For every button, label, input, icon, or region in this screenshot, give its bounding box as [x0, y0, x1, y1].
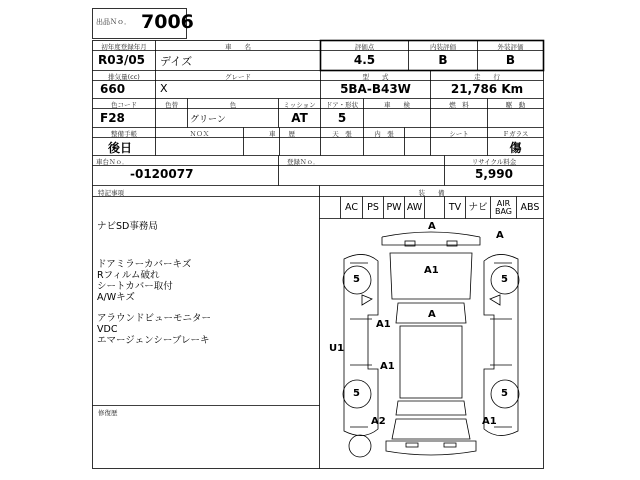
doors-label: ドア・形状 — [325, 101, 359, 109]
equip-tv: TV — [448, 202, 462, 213]
equip-navi: ナビ — [468, 202, 488, 213]
nox-label: ＮＯＸ — [189, 130, 210, 138]
fuel-label: 燃 料 — [449, 101, 469, 109]
first-registration-value: R03/05 — [98, 53, 146, 67]
interior-label: 内 張 — [374, 130, 394, 138]
manual-label: 整備手帳 — [111, 130, 137, 138]
mark-tire-rl: 5 — [353, 388, 360, 399]
exterior-score-label: 外装評価 — [497, 43, 524, 51]
mark-a-roof-right: A — [496, 230, 504, 241]
recycle-fee-value: 5,990 — [475, 167, 513, 181]
registration-no-label: 登録Ｎｏ． — [287, 158, 320, 166]
glass-label: Ｆガラス — [502, 130, 529, 138]
interior-score-value: B — [438, 53, 448, 67]
mark-a1-rear: A1 — [482, 416, 497, 427]
equipment-label: 装 備 — [418, 189, 445, 197]
mark-a-roof: A — [428, 309, 436, 320]
equip-pw: PW — [386, 202, 402, 213]
grade-label: グレード — [225, 73, 251, 81]
displacement-label: 排気量(cc) — [108, 73, 140, 81]
chassis-no-value: -0120077 — [130, 167, 194, 181]
remarks-line-9: エマージェンシーブレーキ — [97, 335, 210, 346]
color-code-value: F28 — [100, 111, 125, 125]
chassis-no-label: 車台Ｎｏ． — [96, 158, 129, 166]
color-code-label: 色コード — [111, 101, 137, 109]
score-label: 評価点 — [354, 43, 375, 51]
remarks-line-2: ドアミラーカバーキズ — [97, 259, 192, 270]
car-name-value: デイズ — [160, 55, 193, 68]
remarks-line-3: Rフィルム破れ — [97, 270, 160, 281]
inspection-label: 車 検 — [384, 101, 410, 109]
lot-number: 7006 — [141, 11, 194, 33]
manual-value: 後日 — [108, 141, 133, 155]
color-tone-label: 色替 — [165, 101, 178, 109]
score-value: 4.5 — [353, 53, 376, 67]
mileage-label: 走 行 — [474, 73, 500, 81]
seat-label: シート — [449, 130, 469, 138]
glass-value: 傷 — [509, 141, 522, 155]
model-value: 5BA-B43W — [340, 82, 411, 96]
equip-ac: AC — [345, 202, 358, 213]
mark-a1-left-rear: A1 — [380, 361, 395, 372]
remarks-line-5: A/Wキズ — [97, 292, 135, 303]
remarks-line-7: アラウンドビューモニター — [97, 313, 212, 324]
lot-label: 出品Ｎｏ． — [96, 18, 131, 26]
equip-aw: AW — [406, 202, 423, 213]
mission-value: AT — [291, 111, 308, 125]
remarks-line-4: シートカバー取付 — [97, 281, 173, 292]
color-label: 色 — [229, 101, 237, 109]
mileage-value: 21,786 Km — [450, 82, 524, 96]
color-value: グリーン — [190, 115, 226, 125]
equip-ps: PS — [367, 202, 379, 213]
first-registration-label: 初年度登録年月 — [101, 43, 147, 51]
model-label: 型 式 — [362, 73, 389, 81]
grade-value: X — [160, 82, 168, 95]
mission-label: ミッション — [283, 101, 316, 109]
exterior-score-value: B — [505, 53, 516, 67]
mark-a1-hood: A1 — [424, 265, 439, 276]
mark-tire-fr: 5 — [501, 274, 508, 285]
mark-a1-left-front: A1 — [376, 319, 391, 330]
equip-abs: ABS — [520, 202, 540, 213]
remarks-line-8: VDC — [97, 324, 118, 335]
doors-value: 5 — [337, 111, 347, 125]
mark-tire-rr: 5 — [501, 388, 508, 399]
mark-u1: U1 — [329, 343, 345, 354]
recycle-fee-label: リサイクル料金 — [471, 158, 517, 166]
car-diagram — [320, 219, 543, 468]
remarks-line-0: ナビSD事務局 — [97, 221, 158, 232]
interior-score-label: 内装評価 — [430, 43, 456, 51]
sunroof-label: 天 張 — [332, 130, 352, 138]
mark-a2: A2 — [371, 416, 386, 427]
history-label: 車 歴 — [269, 130, 295, 138]
repair-history-label: 修復歴 — [98, 409, 118, 417]
displacement-value: 660 — [100, 82, 126, 96]
car-name-label: 車 名 — [225, 43, 251, 51]
remarks-label: 特記事項 — [98, 189, 124, 197]
drive-label: 駆 動 — [505, 101, 526, 109]
mark-a-hood: A — [428, 221, 436, 232]
mark-tire-fl: 5 — [353, 274, 360, 285]
equip-airbag: AIR BAG — [494, 199, 513, 216]
